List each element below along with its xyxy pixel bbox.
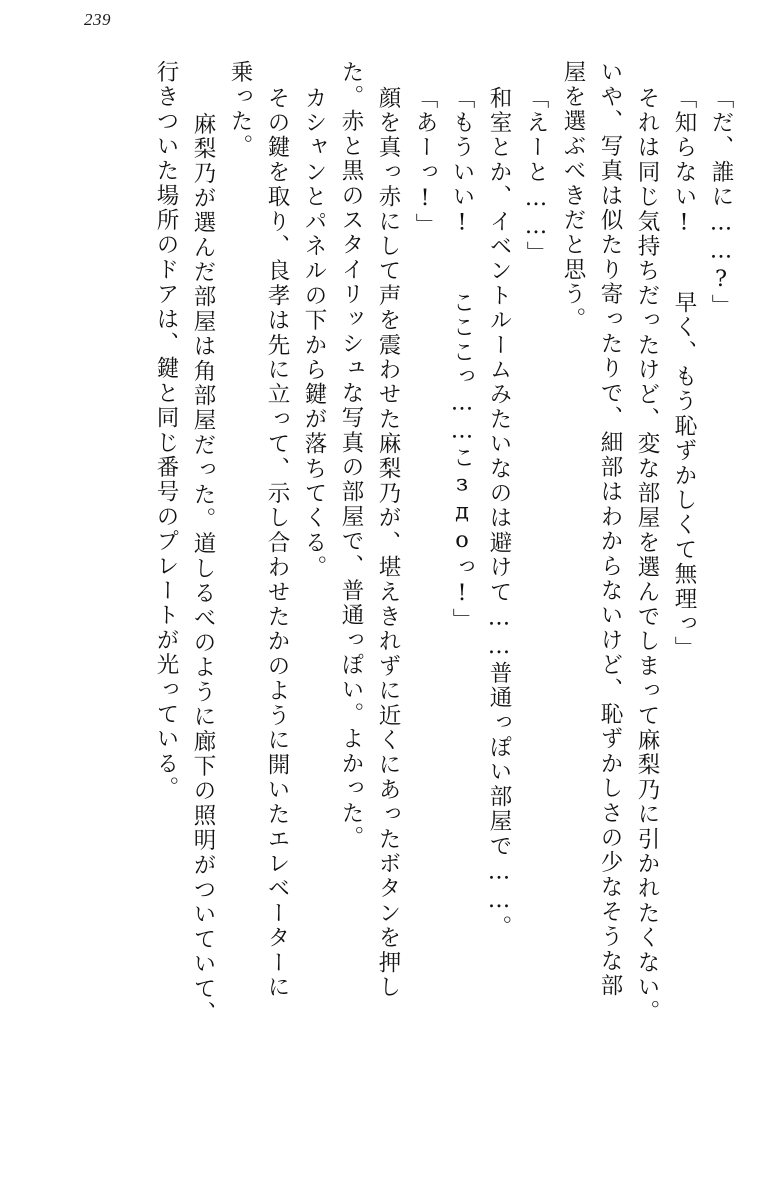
text-line: 顔を真っ赤にして声を震わせた麻梨乃が、堪えきれずに近くにあったボタンを押し	[375, 86, 401, 1000]
text-line: 行きついた場所のドアは、鍵と同じ番号のプレートが光っている。	[153, 60, 179, 801]
text-line: カシャンとパネルの下から鍵が落ちてくる。	[301, 86, 327, 580]
text-line: 「あーっ!」	[412, 86, 438, 238]
text-line: 乗った。	[227, 60, 253, 159]
text-line: その鍵を取り、良孝は先に立って、示し合わせたかのように開いたエレベーターに	[264, 86, 290, 1000]
vertical-body-text	[40, 60, 732, 1170]
text-line: いや、写真は似たり寄ったりで、細部はわからないけど、恥ずかしさの少なそうな部	[597, 60, 623, 999]
text-line: 「知らない! 早く、もう恥ずかしくて無理っ」	[671, 86, 697, 662]
text-line: 「だ、誰に……?」	[708, 86, 734, 319]
text-line: それは同じ気持ちだったけど、変な部屋を選んでしまって麻梨乃に引かれたくない。	[634, 86, 660, 1025]
text-line: 「もういい! こここっ……こздоっ!」	[449, 86, 475, 633]
text-line: 麻梨乃が選んだ部屋は角部屋だった。道しるべのように廊下の照明がついていて、	[190, 112, 216, 1026]
text-line: た。赤と黒のスタイリッシュな写真の部屋で、普通っぽい。よかった。	[338, 60, 364, 851]
page-number: 239	[84, 10, 111, 29]
text-line: 和室とか、イベントルームみたいなのは避けて……普通っぽい部屋で……。	[486, 86, 512, 940]
text-line: 「えーと……」	[523, 86, 549, 266]
text-line: 屋を選ぶべきだと思う。	[560, 60, 586, 332]
